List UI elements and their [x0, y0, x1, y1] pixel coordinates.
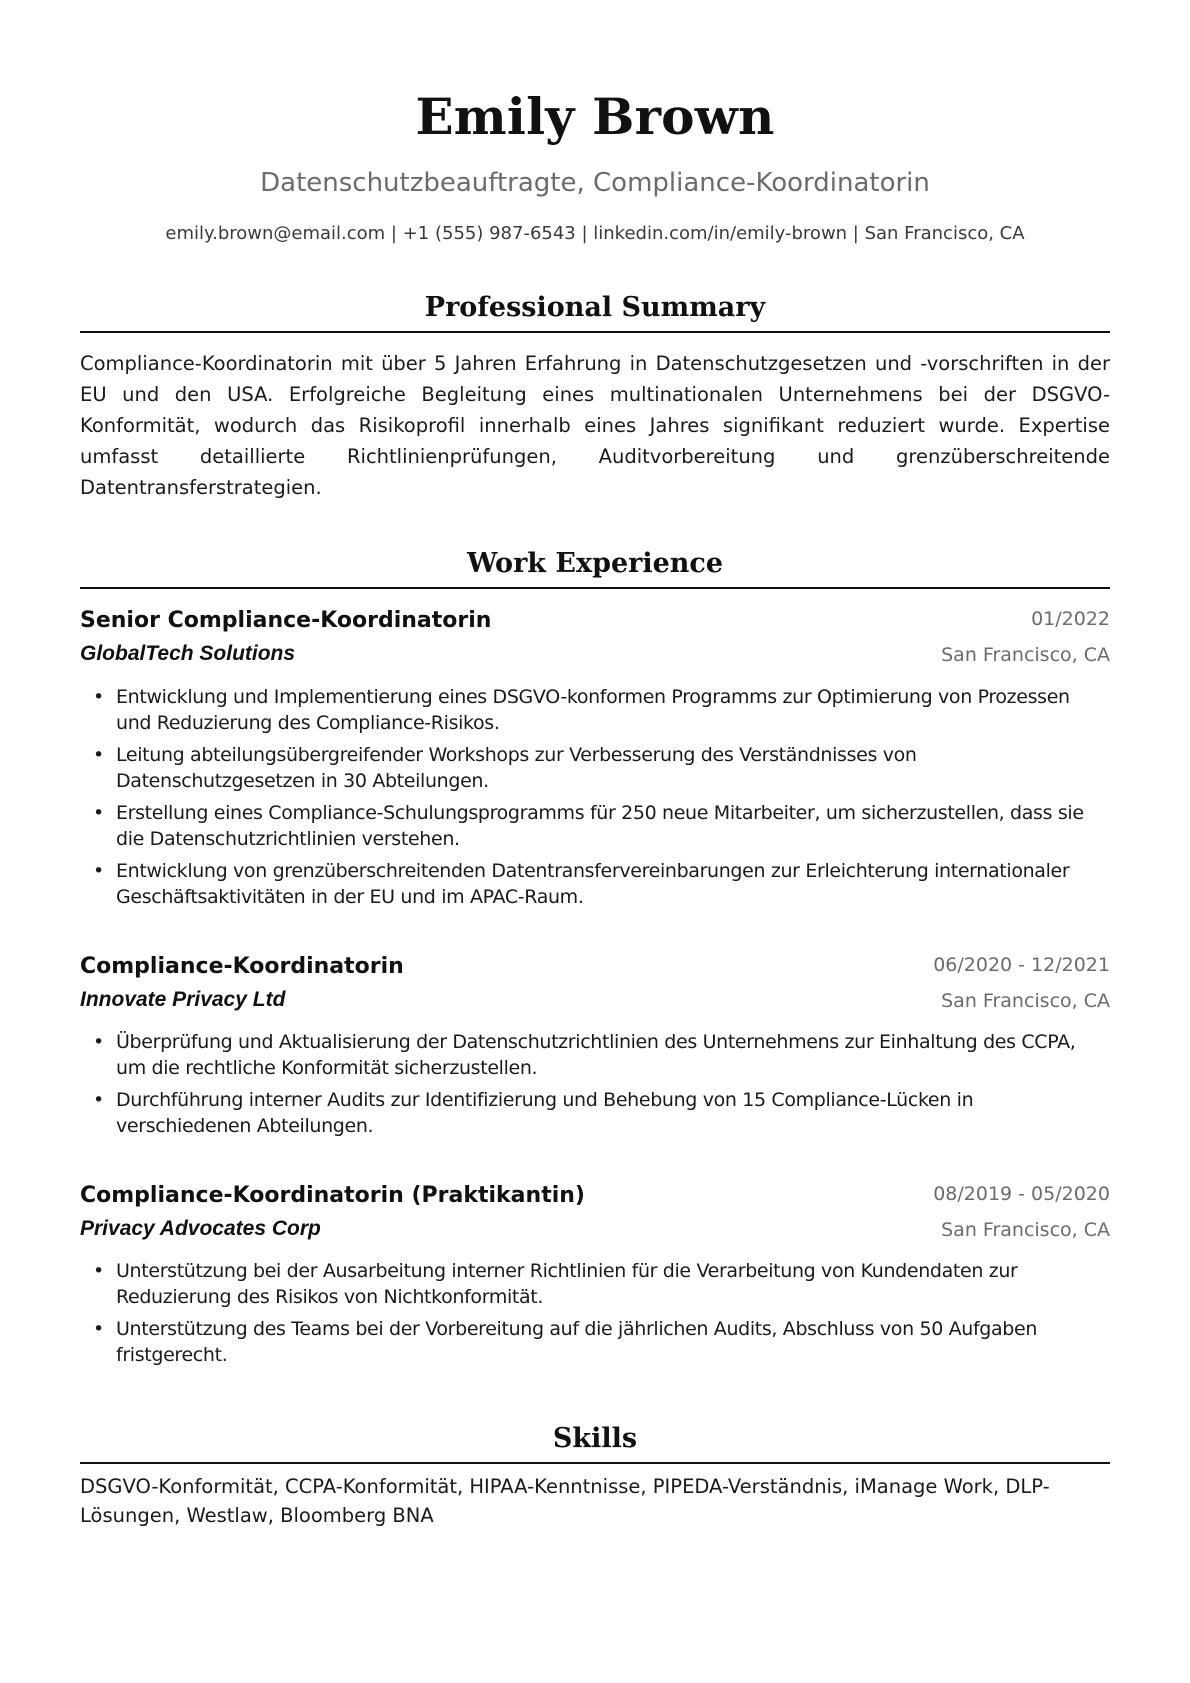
job-title: Senior Compliance-Koordinatorin — [80, 608, 492, 633]
bullet-dot: • — [93, 802, 104, 824]
bullet-dot: • — [93, 860, 104, 882]
list-item — [80, 1316, 1110, 1368]
bullet-dot: • — [93, 1031, 104, 1053]
summary-text: Compliance-Koordinatorin mit über 5 Jahren Erfahrung in Datenschutzgesetzen und -vorschriften in der EU und den USA. Erfolgreiche Begleitung eines multinationalen Unternehmens bei der DSGVO-Konformität, wodurch das Risikoprofil innerhalb eines Jahres signifikant reduziert wurde. Expertise umfasst detaillierte Richtlinienprüfungen, Auditvorbereitung und grenzüberschreitende Datentransferstrategien. — [80, 352, 1110, 499]
bullet-text: Entwicklung und Implementierung eines DSGVO-konformen Programms zur Optimierung von Prozessen und Reduzierung des Compliance-Risikos. — [116, 686, 1070, 734]
job-title: Compliance-Koordinatorin — [80, 954, 404, 979]
job-company: Privacy Advocates Corp — [80, 1217, 321, 1240]
job-bullets — [80, 684, 1110, 916]
job-date: 06/2020 - 12/2021 — [933, 954, 1110, 976]
list-item — [80, 1087, 1110, 1139]
job-location: San Francisco, CA — [941, 644, 1110, 666]
contact-line: emily.brown@email.com | +1 (555) 987-6543 | linkedin.com/in/emily-brown | San Francisco, CA — [165, 223, 1025, 244]
skills-heading: Skills — [552, 1423, 638, 1454]
list-item — [80, 742, 1110, 794]
list-item — [80, 1258, 1110, 1310]
list-item — [80, 800, 1110, 852]
bullet-text: Unterstützung des Teams bei der Vorbereitung auf die jährlichen Audits, Abschluss von 50 Aufgaben fristgerecht. — [116, 1318, 1038, 1366]
bullet-dot: • — [93, 1089, 104, 1111]
bullet-text: Durchführung interner Audits zur Identifizierung und Behebung von 15 Compliance-Lücken in verschiedenen Abteilungen. — [116, 1089, 974, 1137]
skills-divider — [80, 1462, 1110, 1464]
experience-heading: Work Experience — [466, 548, 724, 579]
bullet-dot: • — [93, 1318, 104, 1340]
list-item — [80, 684, 1110, 736]
candidate-subtitle: Datenschutzbeauftragte, Compliance-Koordinatorin — [260, 168, 930, 198]
bullet-dot: • — [93, 686, 104, 708]
bullet-dot: • — [93, 744, 104, 766]
summary-divider — [80, 331, 1110, 333]
bullet-text: Unterstützung bei der Ausarbeitung interner Richtlinien für die Verarbeitung von Kundendaten zur Reduzierung des Risikos von Nichtkonformität. — [116, 1260, 1018, 1308]
summary-heading: Professional Summary — [424, 292, 766, 323]
job-date: 01/2022 — [1031, 608, 1110, 630]
job-bullets — [80, 1258, 1110, 1374]
experience-divider — [80, 587, 1110, 589]
bullet-text: Erstellung eines Compliance-Schulungsprogramms für 250 neue Mitarbeiter, um sicherzustellen, dass sie die Datenschutzrichtlinien verstehen. — [116, 802, 1084, 850]
candidate-name: Emily Brown — [415, 87, 775, 146]
bullet-dot: • — [93, 1260, 104, 1282]
job-company: Innovate Privacy Ltd — [80, 988, 286, 1011]
job-location: San Francisco, CA — [941, 1219, 1110, 1241]
bullet-text: Leitung abteilungsübergreifender Workshops zur Verbesserung des Verständnisses von Datenschutzgesetzen in 30 Abteilungen. — [116, 744, 917, 792]
job-title: Compliance-Koordinatorin (Praktikantin) — [80, 1183, 585, 1208]
list-item — [80, 1029, 1110, 1081]
bullet-text: Überprüfung und Aktualisierung der Datenschutzrichtlinien des Unternehmens zur Einhaltung des CCPA, um die rechtliche Konformität sicherzustellen. — [116, 1031, 1076, 1079]
job-date: 08/2019 - 05/2020 — [933, 1183, 1110, 1205]
job-bullets — [80, 1029, 1110, 1145]
list-item — [80, 858, 1110, 910]
skills-text: DSGVO-Konformität, CCPA-Konformität, HIPAA-Kenntnisse, PIPEDA-Verständnis, iManage Work, DLP-Lösungen, Westlaw, Bloomberg BNA — [80, 1475, 1050, 1527]
job-location: San Francisco, CA — [941, 990, 1110, 1012]
bullet-text: Entwicklung von grenzüberschreitenden Datentransfervereinbarungen zur Erleichterung internationaler Geschäftsaktivitäten in der EU und im APAC-Raum. — [116, 860, 1070, 908]
job-company: GlobalTech Solutions — [80, 642, 296, 665]
